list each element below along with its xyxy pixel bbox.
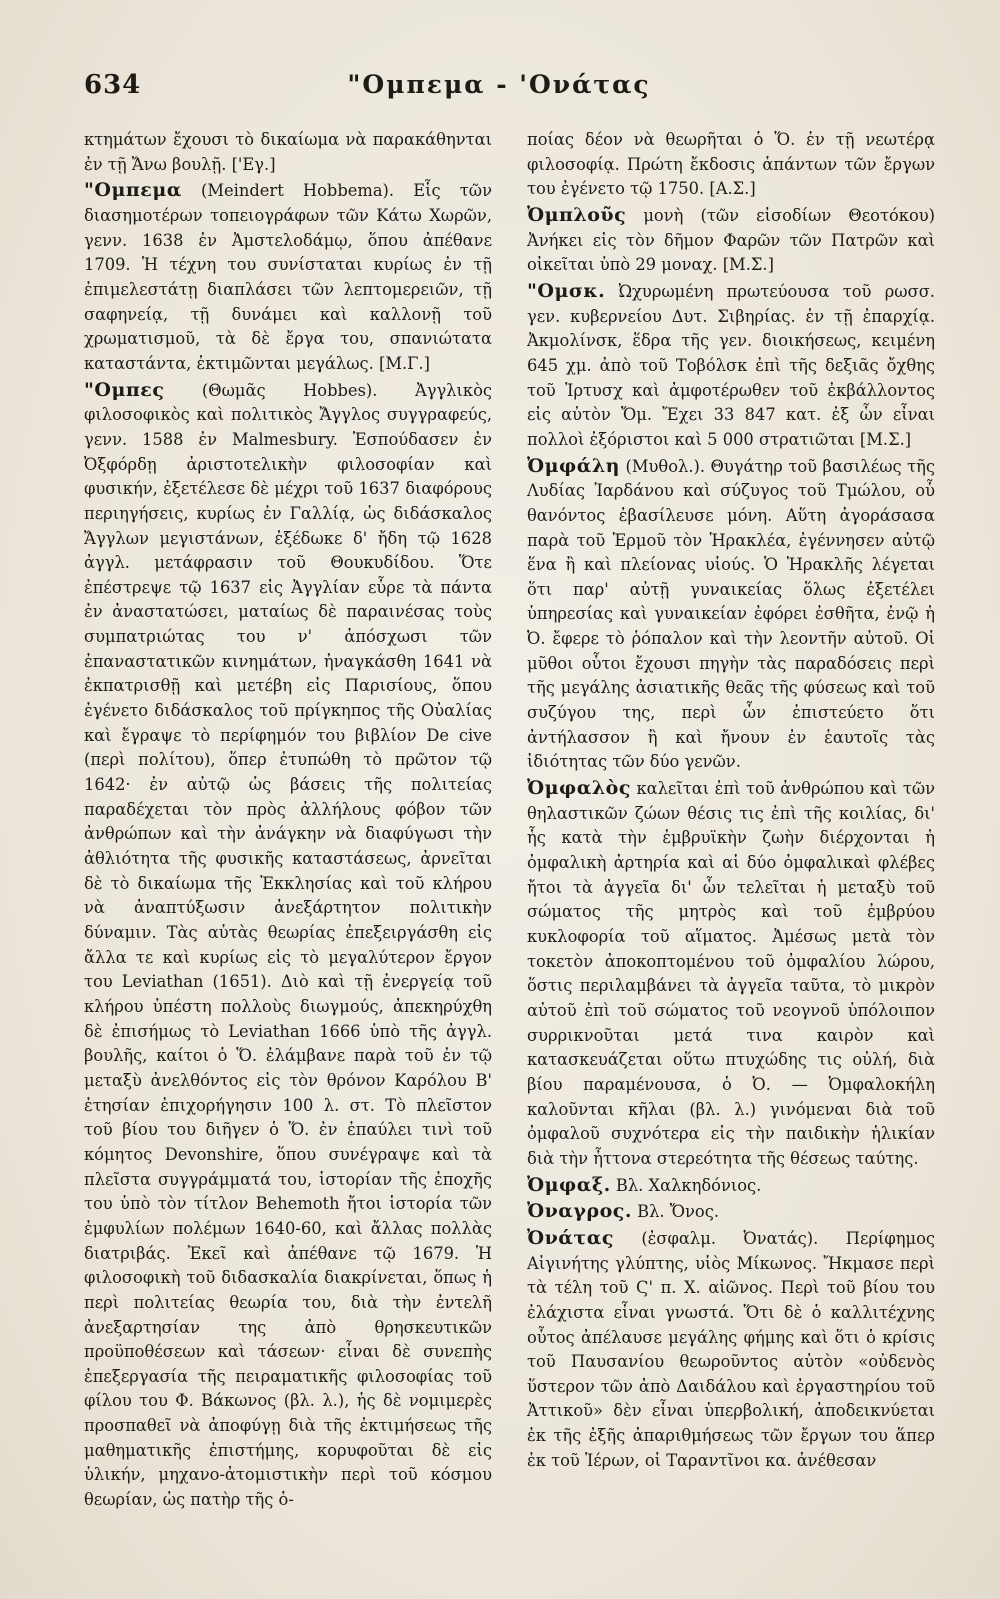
entry-headword: "Ομπες: [84, 378, 165, 401]
entry-headword: Ὀναγρος.: [527, 1200, 632, 1223]
entry-onagros: [527, 1199, 935, 1225]
entry-headword: "Ομπεμα: [84, 179, 182, 202]
entry-omphalos: [527, 776, 935, 1172]
entry-omphale: [527, 454, 935, 776]
entry-headword: "Ομσκ.: [527, 279, 606, 302]
entry-text: (Μυθολ.). Θυγάτηρ τοῦ βασιλέως τῆς Λυδίας Ἰαρδάνου καὶ σύζυγος τοῦ Τμώλου, οὗ θανόντος ἐβασίλευσε μόνη. Αὕτη ἀγοράσασα παρὰ τοῦ Ἑρμοῦ τὸν Ἡρακλέα, ἐγέννησεν αὐτῷ ἕνα ἢ καὶ πλείονας υἱούς. Ὁ Ἡρακλῆς λέγεται ὅτι παρ' αὐτῇ γυναικείας ὅλως ἐξετέλει ὑπηρεσίας καὶ γυναικείαν ἐφόρει ἐσθῆτα, ἐνῷ ἡ Ὀ. ἔφερε τὸ ῥόπαλον καὶ τὴν λεοντῆν αὐτοῦ. Οἱ μῦθοι οὗτοι ἔχουσι πηγὴν τὰς παραδόσεις περὶ τῆς μεγάλης ἀσιατικῆς θεᾶς τῆς φύσεως καὶ τοῦ συζύγου της, περὶ ὧν ἐπιστεύετο ὅτι ἀντήλασσον ἢ καὶ ἤνουν ἐν ἑαυτοῖς τὰς ἰδιότητας τῶν δύο γενῶν.: [527, 456, 935, 772]
right-column: [527, 128, 935, 1474]
entry-onatas: [527, 1226, 935, 1474]
entry-text: Βλ. Ὄνος.: [637, 1202, 720, 1222]
entry-hobbema: [84, 178, 492, 376]
entry-headword: Ὀμπλοῦς: [527, 203, 627, 226]
entry-text: καλεῖται ἐπὶ τοῦ ἀνθρώπου καὶ τῶν θηλαστικῶν ζώων θέσις τις ἐπὶ τῆς κοιλίας, δι' ἧς κατὰ τὴν ἐμβρυϊκὴν ζωὴν διέρχονται ἡ ὀμφαλικὴ ἀρτηρία καὶ αἱ δύο ὀμφαλικαὶ φλέβες ἤτοι τὰ ἀγγεῖα δι' ὧν τελεῖται ἡ μεταξὺ τοῦ σώματος τῆς μητρὸς καὶ τοῦ ἐμβρύου κυκλοφορία τοῦ αἵματος. Ἀμέσως μετὰ τὸν τοκετὸν ἀποκοπτομένου τοῦ ὀμφαλίου λώρου, ὅστις περιλαμβάνει τὰ ἀγγεῖα ταῦτα, τὸ μικρὸν αὐτοῦ ἐπὶ τοῦ σώματος τοῦ νεογνοῦ ὑπόλοιπον συρρικνοῦται μετά τινα καιρὸν καὶ κατασκευάζεται οὕτω πτυχώδης τις οὐλή, διὰ βίου παραμένουσα, ὁ Ὀ. — Ὀμφαλοκήλη καλοῦνται κῆλαι (βλ. λ.) γινόμεναι διὰ τοῦ ὀμφαλοῦ συχνότερα εἰς τὴν παιδικὴν ἡλικίαν διὰ τὴν ἧττονα στερεότητα τῆς θέσεως ταύτης.: [527, 779, 935, 1168]
entry-text: Ὠχυρωμένη πρωτεύουσα τοῦ ρωσσ. γεν. κυβερνείου Δυτ. Σιβηρίας. ἐν τῇ ἐπαρχίᾳ. Ἀκμολίνσκ, ἕδρα τῆς γεν. διοικήσεως, κειμένη 645 χμ. ἀπὸ τοῦ Τοβόλσκ ἐπὶ τῆς δεξιᾶς ὄχθης τοῦ Ἰρτυσχ καὶ ἀμφοτέρωθεν τοῦ ἐκβάλλοντος εἰς αὐτὸν Ὄμ. Ἔχει 33 847 κατ. ἐξ ὧν εἶναι πολλοὶ ἐξόριστοι καὶ 5 000 στρατιῶται [Μ.Σ.]: [527, 281, 935, 449]
entry-headword: Ὀνάτας: [527, 1226, 614, 1249]
entry-continuation: [84, 128, 492, 177]
entry-headword: Ὀμφαλὸς: [527, 777, 631, 800]
left-column: [84, 128, 492, 1514]
entry-text: (Meindert Hobbema). Εἷς τῶν διασημοτέρων τοπειογράφων τῶν Κάτω Χωρῶν, γενν. 1638 ἐν Ἀμστελοδάμῳ, ὅπου ἀπέθανε 1709. Ἡ τέχνη του συνίσταται κυρίως ἐν τῇ ἐπιμελεστάτῃ διαπλάσει τῶν λεπτομερειῶν, τῇ σαφηνείᾳ, τῇ δυνάμει καὶ καλλονῇ τοῦ χρωματισμοῦ, τὰ δὲ ἔργα του, σπανιώτατα καταστάντα, ἐκτιμῶνται μεγάλως. [Μ.Γ.]: [84, 181, 492, 373]
entry-hobbes: [84, 378, 492, 1513]
entry-text: ποίας δέον νὰ θεωρῆται ὁ Ὅ. ἐν τῇ νεωτέρᾳ φιλοσοφίᾳ. Πρώτη ἔκδοσις ἁπάντων τῶν ἔργων του ἐγένετο τῷ 1750. [Α.Σ.]: [527, 130, 935, 199]
page-header: [84, 70, 914, 110]
entry-continuation: [527, 128, 935, 202]
page-number: 634: [84, 70, 142, 100]
entry-text: (ἐσφαλμ. Ὀνατάς). Περίφημος Αἰγινήτης γλύπτης, υἱὸς Μίκωνος. Ἤκμασε περὶ τὰ τέλη τοῦ Ϛ' π. Χ. αἰῶνος. Περὶ τοῦ βίου του ἐλάχιστα εἶναι γνωστά. Ὅτι δὲ ὁ καλλιτέχνης οὗτος ἀπέλαυσε μεγάλης φήμης καὶ ὅτι ὁ κρίσις τοῦ Παυσανίου θεωροῦντος αὐτὸν «οὐδενὸς ὕστερον τῶν ἀπὸ Δαιδάλου καὶ ἐργαστηρίου τοῦ Ἀττικοῦ» δὲν εἶναι ὑπερβολική, ἀποδεικνύεται ἐκ τῆς ἐξῆς ἀπαριθμήσεως τῶν ἔργων του ἅπερ ἐκ τοῦ Ἱέρων, οἱ Ταραντῖνοι κα. ἀνέθεσαν: [527, 1228, 935, 1470]
entry-text: (Θωμᾶς Hobbes). Ἀγγλικὸς φιλοσοφικὸς καὶ πολιτικὸς Ἄγγλος συγγραφεύς, γενν. 1588 ἐν Malmesbury. Ἐσπούδασεν ἐν Ὀξφόρδῃ ἀριστοτελικὴν φιλοσοφίαν καὶ φυσικήν, ἐξετέλεσε δὲ μέχρι τοῦ 1637 διαφόρους περιηγήσεις, κυρίως ἐν Γαλλίᾳ, ὡς διδάσκαλος Ἄγγλων μεγιστάνων, ἐξέδωκε δ' ἤδη τῷ 1628 ἀγγλ. μετάφρασιν τοῦ Θουκυδίδου. Ὅτε ἐπέστρεψε τῷ 1637 εἰς Ἀγγλίαν εὗρε τὰ πάντα ἐν ἀναστατώσει, ματαίως δὲ παραινέσας τοὺς συμπατριώτας του ν' ἀπόσχωσι τῶν ἐπαναστατικῶν κινημάτων, ἠναγκάσθη 1641 νὰ ἐκπατρισθῇ καὶ μετέβη εἰς Παρισίους, ὅπου ἐγένετο διδάσκαλος τοῦ πρίγκηπος τῆς Οὐαλίας καὶ ἔγραψε τὸ περίφημόν του βιβλίον De cive (περὶ πολίτου), ὅπερ ἐτυπώθη τὸ πρῶτον τῷ 1642· ἐν αὐτῷ ὡς βάσεις τῆς πολιτείας παραδέχεται τὸν πρὸς ἀλλήλους φόβον τῶν ἀνθρώπων καὶ τὴν ἀνάγκην νὰ διαφύγωσι τὴν ἀθλιότητα τῆς φυσικῆς καταστάσεως, ἀρνεῖται δὲ τὸ δικαίωμα τῆς Ἐκκλησίας καὶ τοῦ κλήρου νὰ ἀναπτύξωσιν ἀνεξάρτητον πολιτικὴν δύναμιν. Τὰς αὐτὰς θεωρίας ἐπεξειργάσθη εἰς ἄλλα τε καὶ κυρίως εἰς τὸ μεγαλύτερον ἔργον του Leviathan (1651). Διὸ καὶ τῇ ἐνεργείᾳ τοῦ κλήρου ὑπέστη πολλοὺς διωγμούς, ἀπεκηρύχθη δὲ ἐπισήμως τὸ Leviathan 1666 ὑπὸ τῆς ἀγγλ. βουλῆς, καίτοι ὁ Ὅ. ἐλάμβανε παρὰ τοῦ ἐν τῷ μεταξὺ ἀνελθόντος εἰς τὸν θρόνον Καρόλου Β' ἐτησίαν ἐπιχορήγησιν 100 λ. στ. Τὸ πλεῖστον τοῦ βίου του διῆγεν ὁ Ὅ. ἐν ἐπαύλει τινὶ τοῦ κόμητος Devonshire, ὅπου συνέγραψε καὶ τὰ πλεῖστα συγγράμματά του, ἱστορίαν τῆς ἐποχῆς του ὑπὸ τὸν τίτλον Behemoth ἤτοι ἱστορία τῶν ἐμφυλίων πολέμων 1640-60, καὶ ἄλλας πολλὰς διατριβάς. Ἐκεῖ καὶ ἀπέθανε τῷ 1679. Ἡ φιλοσοφικὴ τοῦ διδασκαλία διακρίνεται, ὅπως ἡ περὶ πολιτείας θεωρία του, διὰ τὴν ἐντελῆ ἀνεξαρτησίαν της ἀπὸ θρησκευτικῶν προϋποθέσεων καὶ τάσεων· εἶναι δὲ συνεπὴς ἐπεξεργασία τῆς πειραματικῆς φιλοσοφίας τοῦ φίλου του Φ. Βάκωνος (βλ. λ.), ἡς δὲ νομιμερὲς προσπαθεῖ νὰ ἀποφύγῃ διὰ τῆς ἐκτιμήσεως τῆς μαθηματικῆς ἐπιστήμης, κορυφοῦται δὲ εἰς ὑλικήν, μηχανο-ἀτομιστικὴν περὶ τοῦ κόσμου θεωρίαν, ὡς πατὴρ τῆς ὁ-: [84, 380, 492, 1510]
entry-omphax: [527, 1173, 935, 1199]
entry-text: μονὴ (τῶν εἰσοδίων Θεοτόκου) Ἀνήκει εἰς τὸν δῆμον Φαρῶν τῶν Πατρῶν καὶ οἰκεῖται ὑπὸ 29 μοναχ. [Μ.Σ.]: [527, 205, 935, 275]
running-head: "Ομπεμα - 'Ονάτας: [347, 70, 651, 99]
entry-headword: Ὀμφάλη: [527, 454, 620, 477]
entry-omplous: [527, 203, 935, 278]
entry-omsk: [527, 279, 935, 453]
entry-text: κτημάτων ἔχουσι τὸ δικαίωμα νὰ παρακάθηνται ἐν τῇ Ἄνω βουλῇ. ['Εγ.]: [84, 130, 492, 174]
entry-headword: Ὀμφαξ.: [527, 1173, 611, 1196]
entry-text: Βλ. Χαλκηδόνιος.: [615, 1175, 762, 1195]
